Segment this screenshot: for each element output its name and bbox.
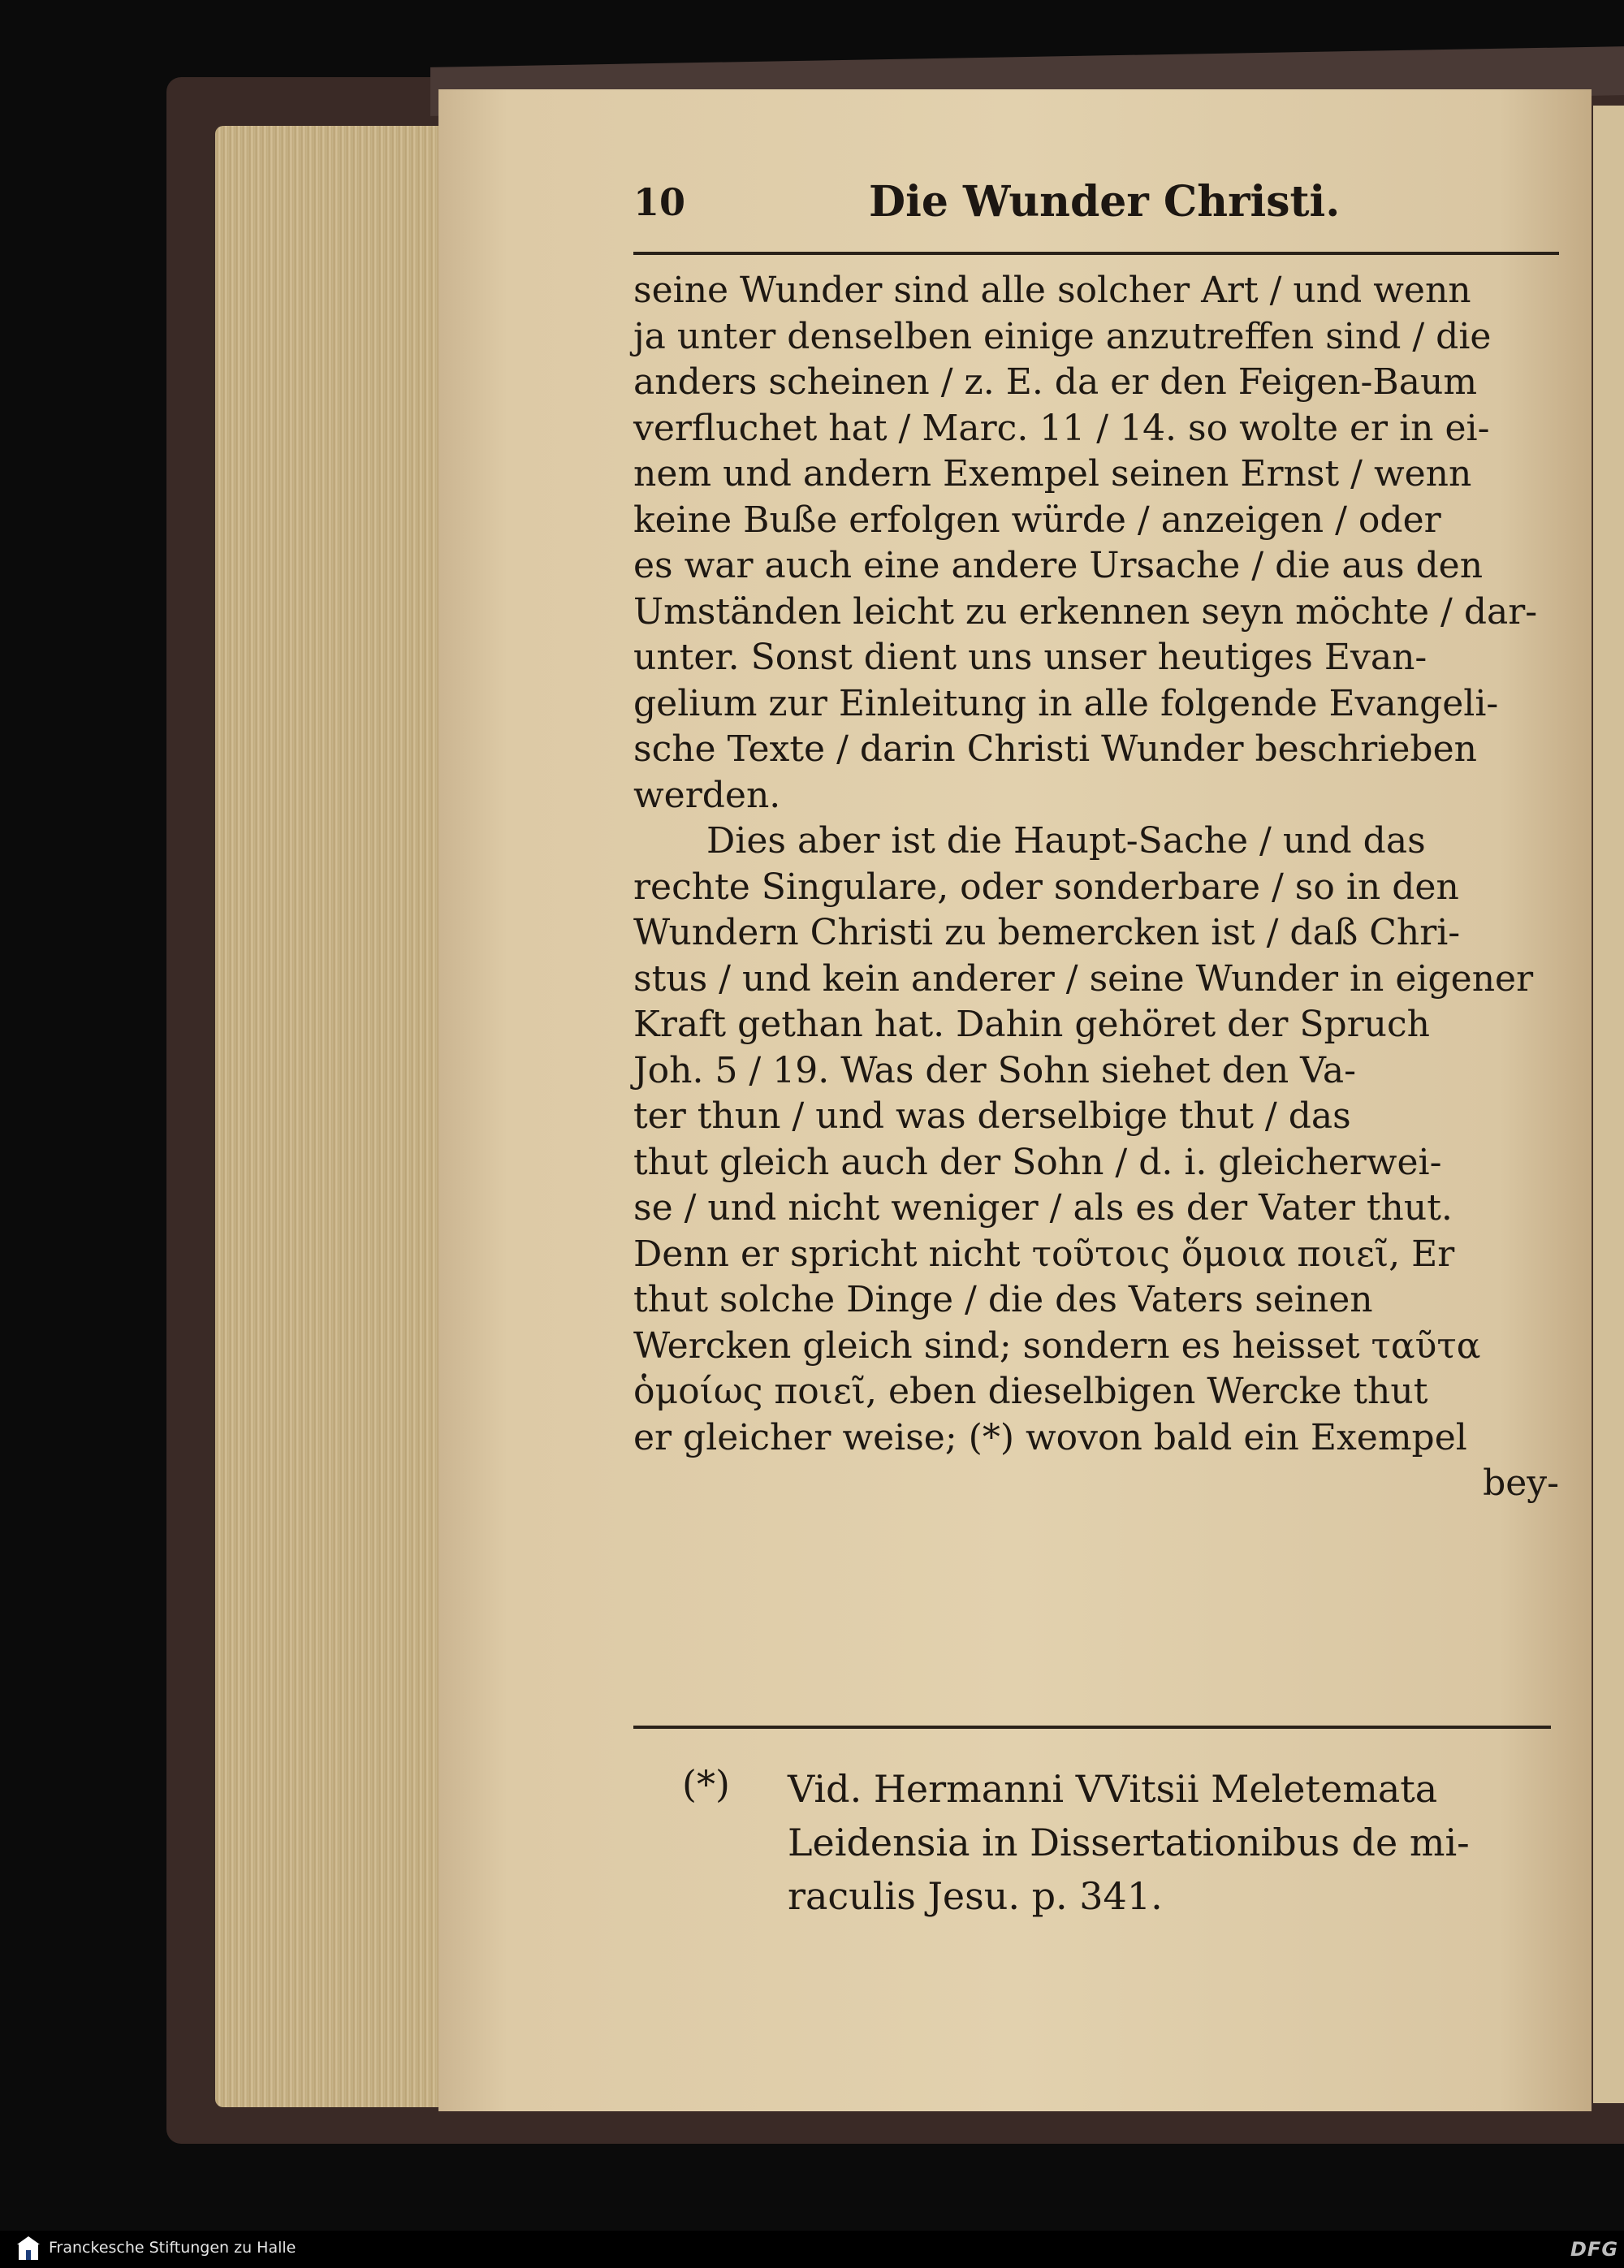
page-number: 10 — [633, 180, 686, 224]
text-line: Dies aber ist die Haupt-Sache / und das — [706, 820, 1426, 862]
text-line: keine Buße erfolgen würde / anzeigen / oder — [633, 499, 1441, 541]
text-line: seine Wunder sind alle solcher Art / und wenn — [633, 270, 1471, 311]
text-line: Joh. 5 / 19. Was der Sohn siehet den Va- — [633, 1049, 1357, 1091]
text-line: Wercken gleich sind; sondern es heisset ταῦτα — [633, 1324, 1481, 1367]
text-line: es war auch eine andere Ursache / die aus den — [633, 545, 1484, 586]
footnote-rule — [633, 1726, 1551, 1729]
text-line: rechte Singulare, oder sonderbare / so in den — [633, 866, 1459, 908]
text-line: thut gleich auch der Sohn / d. i. gleicherwei- — [633, 1141, 1442, 1183]
page-stack-edge — [215, 126, 451, 2107]
footnote-line: Leidensia in Dissertationibus de mi- — [788, 1821, 1470, 1864]
institution-name: Franckesche Stiftungen zu Halle — [49, 2239, 296, 2257]
page-header — [633, 177, 1559, 229]
dfg-logo: DFG — [1570, 2238, 1619, 2261]
viewer-footer-bar — [0, 2231, 1624, 2268]
text-line: werden. — [633, 774, 781, 816]
text-line: ter thun / und was derselbige thut / das — [633, 1095, 1351, 1137]
footnote — [633, 1762, 1559, 1923]
text-line: verfluchet hat / Marc. 11 / 14. so wolte er in ei- — [633, 407, 1490, 449]
text-line: Wundern Christi zu bemercken ist / daß Chri- — [633, 912, 1461, 953]
running-title: Die Wunder Christi. — [869, 177, 1341, 227]
text-line: Kraft gethan hat. Dahin gehöret der Spruch — [633, 1004, 1430, 1045]
text-line: se / und nicht weniger / als es der Vater thut. — [633, 1187, 1453, 1229]
institution-logo-icon — [16, 2236, 41, 2262]
facing-page-edge — [1593, 106, 1624, 2103]
catchword: bey- — [1483, 1462, 1559, 1504]
text-line: nem und andern Exempel seinen Ernst / wenn — [633, 453, 1472, 495]
footnote-marker: (*) — [682, 1762, 730, 1806]
text-line: ὁμοίως ποιεῖ, eben dieselbigen Wercke thut — [633, 1371, 1428, 1412]
text-line: stus / und kein anderer / seine Wunder in eigener — [633, 957, 1534, 1000]
footnote-line: Vid. Hermanni VVitsii Meletemata — [788, 1767, 1438, 1811]
text-line: er gleicher weise; (*) wovon bald ein Exempel — [633, 1416, 1467, 1458]
text-line: anders scheinen / z. E. da er den Feigen-Baum — [633, 361, 1478, 403]
text-line: Umständen leicht zu erkennen seyn möchte / dar- — [633, 590, 1538, 633]
text-line: sche Texte / darin Christi Wunder beschrieben — [633, 728, 1477, 770]
text-line: ja unter denselben einige anzutreffen sind / die — [633, 315, 1492, 357]
footnote-line: raculis Jesu. p. 341. — [788, 1874, 1163, 1918]
body-text — [633, 268, 1559, 1507]
text-line: Denn er spricht nicht τοῦτοις ὅμοια ποιεῖ, Er — [633, 1233, 1455, 1275]
text-line: unter. Sonst dient uns unser heutiges Evan- — [633, 637, 1427, 678]
header-rule — [633, 252, 1559, 255]
text-line: gelium zur Einleitung in alle folgende Evangeli- — [633, 682, 1499, 724]
text-line: thut solche Dinge / die des Vaters seinen — [633, 1279, 1373, 1320]
